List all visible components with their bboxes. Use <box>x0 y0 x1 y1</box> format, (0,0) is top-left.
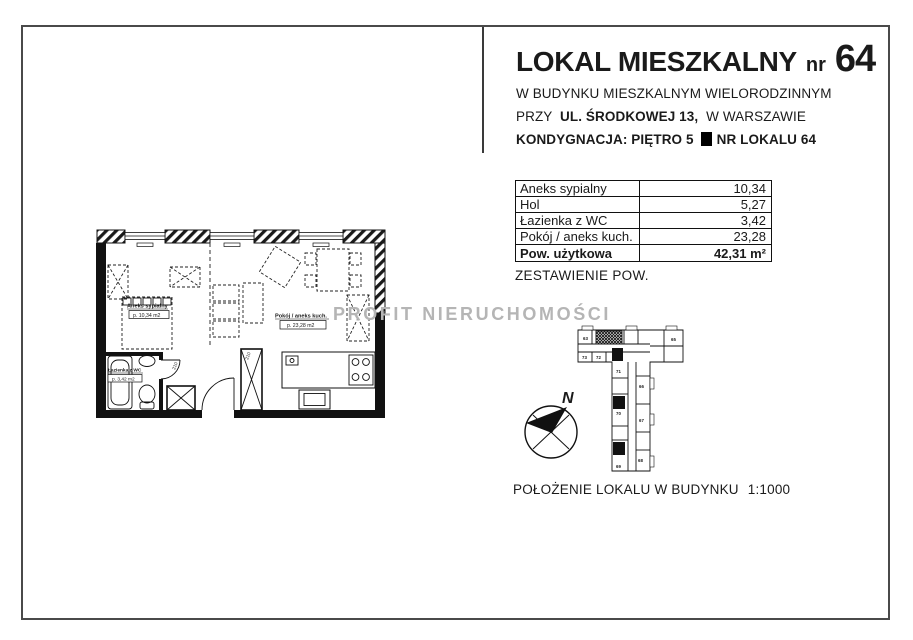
north-arrow <box>526 407 567 433</box>
room-area: 10,34 <box>640 181 772 197</box>
windows <box>125 233 343 247</box>
title-nr-label: nr <box>805 54 826 76</box>
unit-number: 66 <box>639 384 644 389</box>
unit-label: NR LOKALU 64 <box>716 132 817 147</box>
building-location-map <box>576 318 686 473</box>
room-label: Łazienka z WC <box>516 213 640 229</box>
highlighted-unit-64 <box>596 331 622 344</box>
subtitle-building: W BUDYNKU MIESZKALNYM WIELORODZINNYM <box>516 86 832 101</box>
title-block-divider <box>482 27 484 153</box>
hall-cabinet <box>170 267 200 287</box>
door-height-label: 210 <box>244 351 252 361</box>
subtitle-address <box>516 106 886 127</box>
subtitle-floor <box>516 129 886 150</box>
sink <box>139 356 155 367</box>
room-label: Aneks sypialny <box>516 181 640 197</box>
black-square-marker <box>701 132 712 146</box>
page-title <box>516 38 886 81</box>
door-height-label: 210 <box>171 361 179 371</box>
toilet <box>139 385 155 409</box>
room-area: 5,27 <box>640 197 772 213</box>
title-unit-number: 64 <box>834 38 876 80</box>
wardrobe <box>108 265 128 299</box>
table-row <box>516 213 772 229</box>
unit-number: 69 <box>616 464 621 469</box>
map-scale: 1:1000 <box>747 482 791 497</box>
total-label: Pow. użytkowa <box>516 245 640 262</box>
room-label-living <box>275 314 329 330</box>
unit-number: 68 <box>638 458 643 463</box>
title-block <box>516 38 886 150</box>
unit-number: 63 <box>583 336 588 341</box>
floor-label: KONDYGNACJA: PIĘTRO 5 <box>516 132 694 147</box>
unit-number: 67 <box>639 418 644 423</box>
room-area: 23,28 <box>640 229 772 245</box>
area-table <box>515 180 772 262</box>
rotated-table <box>259 246 300 287</box>
room-label: Pokój / aneks kuch. <box>516 229 640 245</box>
title-text: LOKAL MIESZKALNY <box>516 46 797 77</box>
room2-name: Łazienka z WC <box>108 368 142 374</box>
location-caption-text: POŁOŻENIE LOKALU W BUDYNKU <box>513 482 739 497</box>
location-caption <box>513 482 790 497</box>
address-prefix: PRZY <box>516 109 553 124</box>
room3-name: Pokój / aneks kuch. <box>275 313 327 320</box>
unit-number: 73 <box>582 355 587 360</box>
room2-area: p. 3,42 m2 <box>112 377 135 383</box>
room1-name: Aneks sypialny <box>127 303 168 310</box>
unit-number: 71 <box>616 369 621 374</box>
building-outline <box>578 330 683 471</box>
room-label-bathroom <box>108 368 143 383</box>
kitchen-counter <box>282 352 375 409</box>
room-area: 3,42 <box>640 213 772 229</box>
room3-area: p. 23,28 m2 <box>287 323 315 329</box>
watermark-text: PROFIT NIERUCHOMOŚCI <box>333 304 612 324</box>
north-label: N <box>562 390 574 407</box>
table-row <box>516 229 772 245</box>
compass-rose <box>518 388 588 466</box>
total-area: 42,31 m² <box>640 245 772 262</box>
table-row <box>516 197 772 213</box>
storage-units <box>213 283 263 337</box>
unit-number: 70 <box>616 411 621 416</box>
bathtub <box>108 356 132 409</box>
room1-area: p. 10,34 m2 <box>133 312 161 319</box>
interior-walls <box>106 243 210 410</box>
unit-number: 72 <box>596 355 601 360</box>
unit-number: 65 <box>671 337 676 342</box>
address-street: UL. ŚRODKOWEJ 13, <box>560 109 699 124</box>
address-city: W WARSZAWIE <box>706 109 806 124</box>
room-label: Hol <box>516 197 640 213</box>
table-row <box>516 181 772 197</box>
table-total-row <box>516 245 772 262</box>
room-label-bedroom <box>127 304 169 319</box>
area-table-caption: ZESTAWIENIE POW. <box>515 268 649 283</box>
